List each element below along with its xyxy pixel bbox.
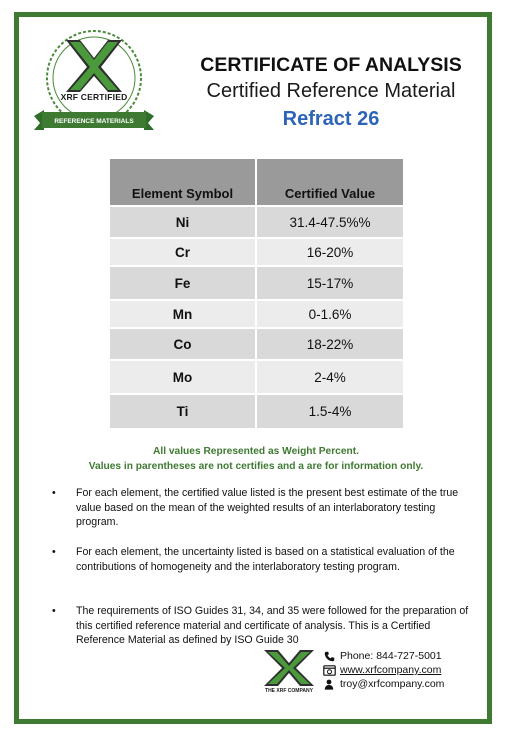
contact-website-row bbox=[322, 663, 444, 677]
certificate-subtitle: Certified Reference Material bbox=[206, 80, 456, 102]
table-row bbox=[110, 394, 403, 428]
bullet-icon: • bbox=[52, 605, 56, 617]
xrf-certified-seal-logo bbox=[32, 26, 156, 138]
element-symbol-cell: Fe bbox=[110, 266, 256, 300]
phone-icon bbox=[322, 651, 336, 662]
bullet-icon: • bbox=[52, 546, 56, 558]
element-symbol-cell: Co bbox=[110, 328, 256, 360]
certified-value-cell: 1.5-4% bbox=[256, 394, 403, 428]
element-symbol-cell: Mn bbox=[110, 300, 256, 328]
certified-value-cell: 31.4-47.5%% bbox=[256, 206, 403, 238]
element-symbol-cell: Cr bbox=[110, 238, 256, 266]
certified-value-cell: 18-22% bbox=[256, 328, 403, 360]
seal-ribbon-text: REFERENCE MATERIALS bbox=[54, 118, 134, 125]
statement-item bbox=[52, 486, 472, 530]
statement-text: The requirements of ISO Guides 31, 34, and 35 were followed for the preparation of this certified reference material and certificate of analysis. This is a Certified Reference Material as defined by ISO Guide 30 bbox=[76, 605, 469, 647]
table-row bbox=[110, 328, 403, 360]
phone-number: Phone: 844-727-5001 bbox=[340, 650, 442, 662]
seal-brand-text: XRF CERTIFIED bbox=[60, 92, 128, 102]
company-x-icon bbox=[260, 648, 318, 688]
person-icon bbox=[322, 679, 336, 690]
column-header-element-symbol: Element Symbol bbox=[110, 159, 256, 206]
table-row bbox=[110, 360, 403, 394]
statement-text: For each element, the certified value listed is the present best estimate of the true value based on the mean of the weighted results of an interlaboratory testing program. bbox=[76, 487, 459, 529]
weight-percent-notes bbox=[40, 444, 472, 474]
column-header-certified-value: Certified Value bbox=[256, 159, 403, 206]
statement-item bbox=[52, 545, 472, 574]
contact-phone-row bbox=[322, 649, 444, 663]
xrf-company-logo bbox=[260, 648, 318, 696]
element-symbol-cell: Ti bbox=[110, 394, 256, 428]
product-name: Refract 26 bbox=[282, 108, 380, 130]
web-icon bbox=[322, 665, 336, 676]
certified-value-cell: 15-17% bbox=[256, 266, 403, 300]
bullet-icon: • bbox=[52, 487, 56, 499]
note-line: All values Represented as Weight Percent. bbox=[153, 446, 359, 457]
statement-item bbox=[52, 604, 472, 648]
note-line: Values in parentheses are not certifies and a are for information only. bbox=[88, 461, 424, 472]
certified-value-cell: 2-4% bbox=[256, 360, 403, 394]
certified-values-table bbox=[110, 159, 403, 428]
certificate-title-block bbox=[186, 52, 476, 133]
table-row bbox=[110, 266, 403, 300]
certified-value-cell: 0-1.6% bbox=[256, 300, 403, 328]
email-address[interactable]: troy@xrfcompany.com bbox=[340, 678, 445, 691]
contact-info bbox=[322, 649, 444, 692]
table-row bbox=[110, 206, 403, 238]
element-symbol-cell: Ni bbox=[110, 206, 256, 238]
contact-email-row bbox=[322, 677, 444, 691]
table-row bbox=[110, 238, 403, 266]
certificate-title: CERTIFICATE OF ANALYSIS bbox=[200, 54, 462, 76]
company-logo-text: THE XRF COMPANY bbox=[265, 688, 313, 694]
table-header-row bbox=[110, 159, 403, 206]
certified-value-cell: 16-20% bbox=[256, 238, 403, 266]
statement-text: For each element, the uncertainty listed is based on a statistical evaluation of the contributions of homogeneity and the interlaboratory testing program. bbox=[76, 546, 455, 573]
table-row bbox=[110, 300, 403, 328]
website-link[interactable]: www.xrfcompany.com bbox=[340, 664, 442, 677]
element-symbol-cell: Mo bbox=[110, 360, 256, 394]
